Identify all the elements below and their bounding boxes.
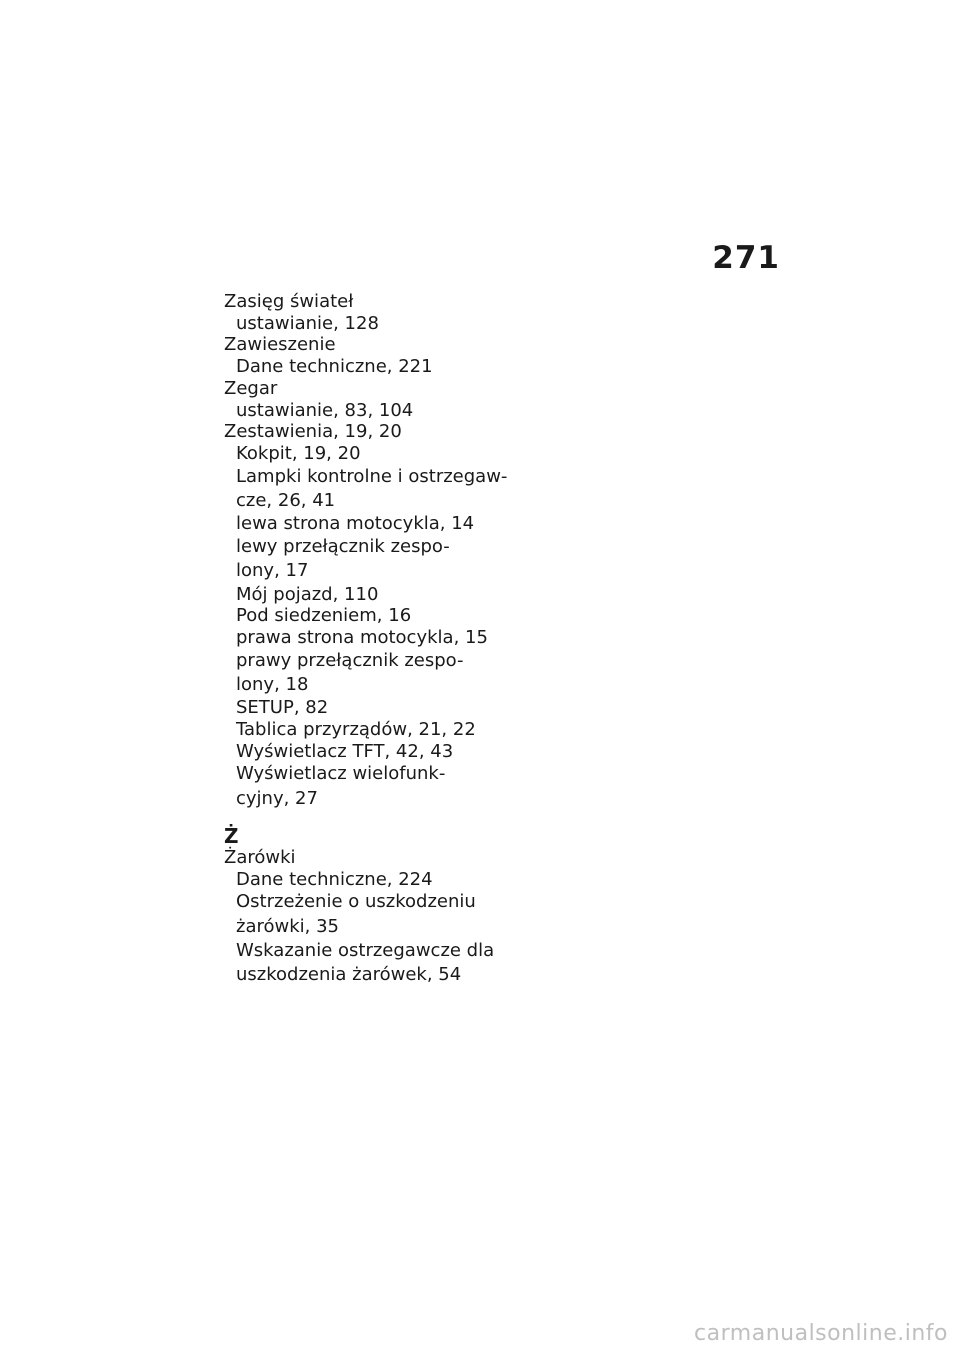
index-sub-entry: Wyświetlacz wielofunk-: [236, 763, 446, 785]
index-sub-entry: prawa strona motocykla, 15: [236, 626, 488, 648]
index-sub-entry: lewy przełącznik zespo-: [236, 535, 450, 557]
index-column: [224, 291, 524, 988]
index-sub-entry: lewa strona motocykla, 14: [236, 513, 475, 535]
index-sub-entry: SETUP, 82: [236, 697, 329, 719]
index-entry: Żarówki: [224, 846, 296, 868]
index-entry: Zawieszenie: [224, 334, 336, 356]
index-entry: Zasięg świateł: [224, 291, 354, 312]
index-sub-entry: Ostrzeżenie o uszkodzeniu: [236, 891, 476, 913]
index-sub-entry: ustawianie, 83, 104: [236, 399, 414, 421]
index-sub-entry: Pod siedzeniem, 16: [236, 605, 412, 627]
section-letter: Ż: [224, 823, 239, 848]
index-sub-entry: prawy przełącznik zespo-: [236, 649, 464, 671]
index-entry: Zestawienia, 19, 20: [224, 421, 402, 443]
index-entry: Zegar: [224, 377, 278, 399]
index-sub-entry: Dane techniczne, 224: [236, 868, 433, 890]
index-sub-entry: Lampki kontrolne i ostrzegaw-: [236, 465, 508, 487]
page-number: 271: [712, 240, 780, 276]
index-sub-entry: Tablica przyrządów, 21, 22: [236, 718, 476, 740]
watermark: carmanualsonline.info: [694, 1321, 948, 1346]
index-sub-entry: Kokpit, 19, 20: [236, 442, 361, 464]
index-sub-entry: Dane techniczne, 221: [236, 356, 433, 378]
index-sub-entry: Mój pojazd, 110: [236, 583, 379, 605]
index-sub-entry: cyjny, 27: [236, 787, 318, 809]
index-sub-entry: lony, 18: [236, 673, 309, 695]
index-sub-entry: ustawianie, 128: [236, 312, 379, 334]
index-sub-entry: uszkodzenia żarówek, 54: [236, 964, 462, 986]
index-sub-entry: Wskazanie ostrzegawcze dla: [236, 939, 495, 961]
index-sub-entry: cze, 26, 41: [236, 489, 336, 511]
index-sub-entry: Wyświetlacz TFT, 42, 43: [236, 740, 454, 762]
index-sub-entry: lony, 17: [236, 560, 309, 582]
index-sub-entry: żarówki, 35: [236, 915, 339, 937]
